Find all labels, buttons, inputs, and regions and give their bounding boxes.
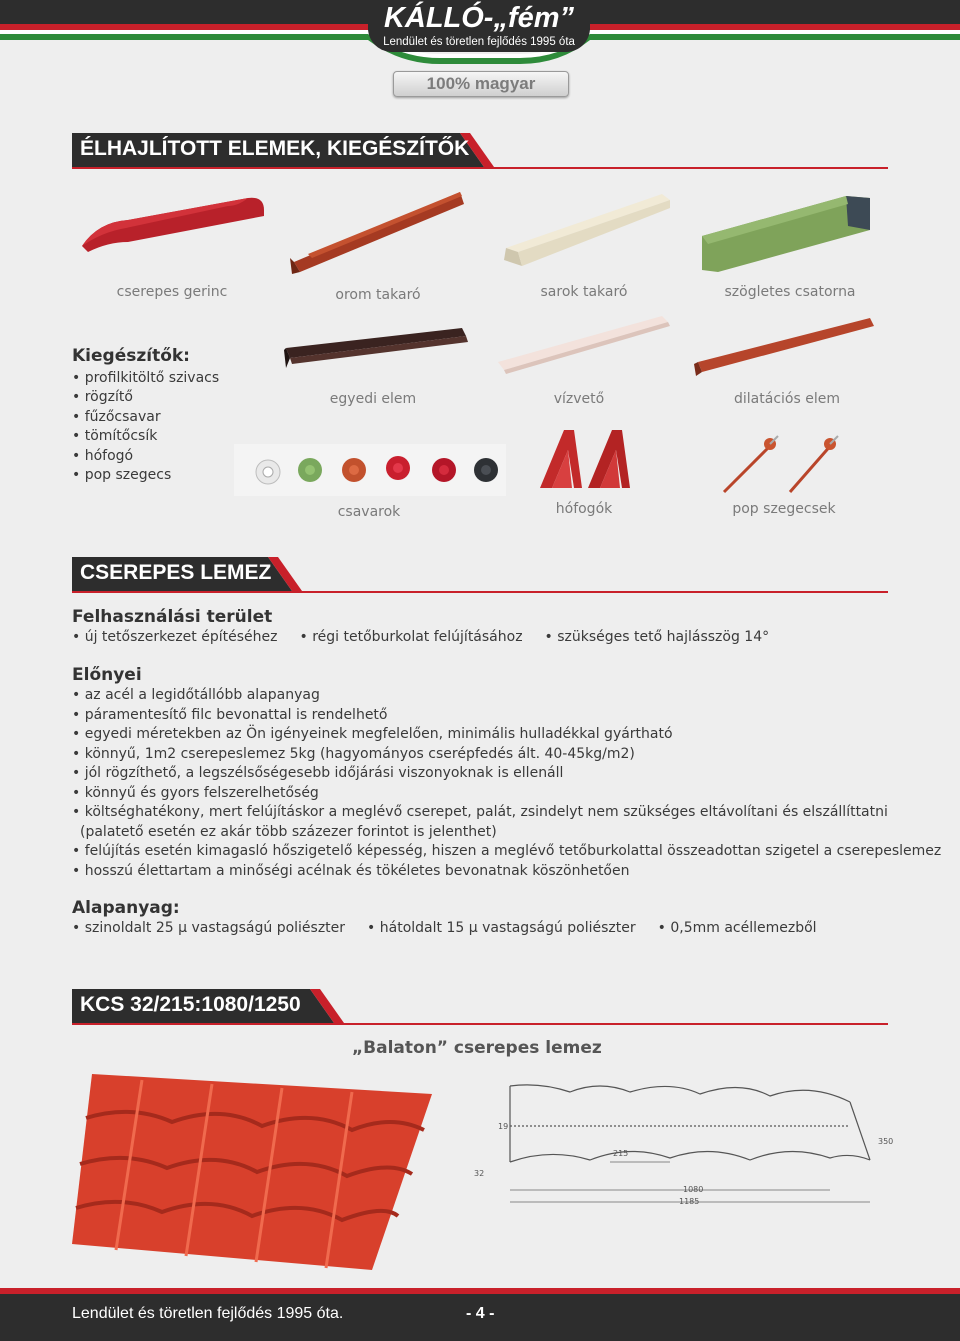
ridge-cap-icon	[78, 192, 268, 254]
caption-expansion-flashing: dilatációs elem	[734, 391, 840, 407]
caption-square-gutter: szögletes csatorna	[724, 284, 856, 300]
roof-tile-sheet-icon	[72, 1074, 442, 1274]
rivet-icon	[720, 434, 846, 496]
list-item: • régi tetőburkolat felújításához	[299, 629, 522, 645]
list-item: • hófogó	[72, 447, 219, 466]
benefits-list	[72, 686, 941, 881]
drip-edge-icon	[494, 312, 674, 374]
list-item: • egyedi méretekben az Ön igényeinek megfelelően, minimális hulladékkal gyártható	[72, 725, 941, 745]
section1-title-bar	[72, 133, 492, 167]
caption-screws: csavarok	[337, 504, 401, 520]
caption-rivets: pop szegecsek	[732, 501, 836, 517]
caption-drip-edge: vízvető	[553, 391, 605, 407]
caption-corner-trim: sarok takaró	[540, 284, 628, 300]
list-item: • páramentesítő filc bevonattal is rendelhető	[72, 706, 941, 726]
logo-tagline: Lendület és töretlen fejlődés 1995 óta	[383, 36, 575, 48]
expansion-flashing-icon	[694, 314, 878, 376]
custom-flashing-icon	[282, 318, 470, 370]
list-item: • hosszú élettartam a minőségi acélnak és tökéletes bevonatnak köszönhetően	[72, 862, 941, 882]
snow-guard-icon	[538, 428, 638, 492]
logo	[368, 0, 590, 52]
corner-trim-icon	[498, 190, 678, 272]
dimension-350: 350	[878, 1137, 894, 1146]
section3-title: KCS 32/215:1080/1250	[80, 993, 301, 1016]
square-gutter-icon	[698, 190, 878, 276]
caption-ridge-cap: cserepes gerinc	[116, 284, 228, 300]
list-item: • felújítás esetén kimagasló hőszigetelő képesség, hiszen a meglévő tetőburkolattal összeadottan szigetel a cserepeslemez	[72, 842, 941, 862]
list-item: • pop szegecs	[72, 466, 219, 485]
list-item: • az acél a legidőtállóbb alapanyag	[72, 686, 941, 706]
dimension-1185: 1185	[679, 1197, 700, 1206]
list-item: • szinoldalt 25 μ vastagságú poliészter	[72, 920, 345, 936]
section3-title-bar	[72, 989, 342, 1023]
material-heading: Alapanyag:	[72, 898, 180, 918]
list-item: • jól rögzíthető, a legszélsőségesebb időjárási viszonyoknak is ellenáll	[72, 764, 941, 784]
accessories-heading: Kiegészítők:	[72, 346, 190, 366]
screws-icon	[234, 444, 506, 496]
list-item: • könnyű, 1m2 cserepeslemez 5kg (hagyományos cserépfedés ált. 40-45kg/m2)	[72, 745, 941, 765]
page-number: - 4 -	[466, 1305, 495, 1322]
benefits-heading: Előnyei	[72, 665, 142, 685]
list-item: • hátoldalt 15 μ vastagságú poliészter	[367, 920, 636, 936]
list-item-continuation: (palatető esetén ez akár több százezer forintot is jelenthet)	[80, 823, 497, 840]
footer-tagline: Lendület és töretlen fejlődés 1995 óta.	[72, 1305, 344, 1322]
caption-snow-guards: hófogók	[555, 501, 613, 517]
list-item: • új tetőszerkezet építéséhez	[72, 629, 277, 645]
usage-heading: Felhasználási terület	[72, 607, 273, 627]
dimension-19: 19	[498, 1122, 509, 1131]
caption-gable-trim: orom takaró	[335, 287, 421, 303]
section1-title: ÉLHAJLÍTOTT ELEMEK, KIEGÉSZÍTŐK	[80, 137, 470, 160]
dimension-215: 215	[613, 1149, 629, 1158]
list-item: • profilkitöltő szivacs	[72, 369, 219, 388]
list-item: • fűzőcsavar	[72, 408, 219, 427]
accessories-list	[72, 369, 219, 485]
list-item: • szükséges tető hajlásszög 14°	[545, 629, 770, 645]
list-item: • költséghatékony, mert felújításkor a meglévő cserepet, palát, zsindelyt nem szükséges eltávolítani és elszállíttatni	[72, 803, 941, 823]
list-item: • 0,5mm acéllemezből	[658, 920, 817, 936]
list-item: • tömítőcsík	[72, 427, 219, 446]
dimension-1080: 1080	[683, 1185, 704, 1194]
profile-diagram	[470, 1072, 890, 1212]
caption-custom-flashing: egyedi elem	[329, 391, 417, 407]
usage-list	[72, 629, 791, 645]
dimension-32: 32	[474, 1169, 485, 1178]
made-in-hungary-badge: 100% magyar	[393, 71, 569, 97]
material-list	[72, 920, 839, 936]
gable-trim-icon	[288, 188, 468, 274]
product-name: „Balaton” cserepes lemez	[352, 1038, 602, 1058]
list-item: • rögzítő	[72, 388, 219, 407]
section2-title: CSEREPES LEMEZ	[80, 561, 272, 584]
section2-title-bar	[72, 557, 302, 591]
list-item: • könnyű és gyors felszerelhetőség	[72, 784, 941, 804]
logo-title: KÁLLÓ-„fém”	[383, 2, 575, 34]
